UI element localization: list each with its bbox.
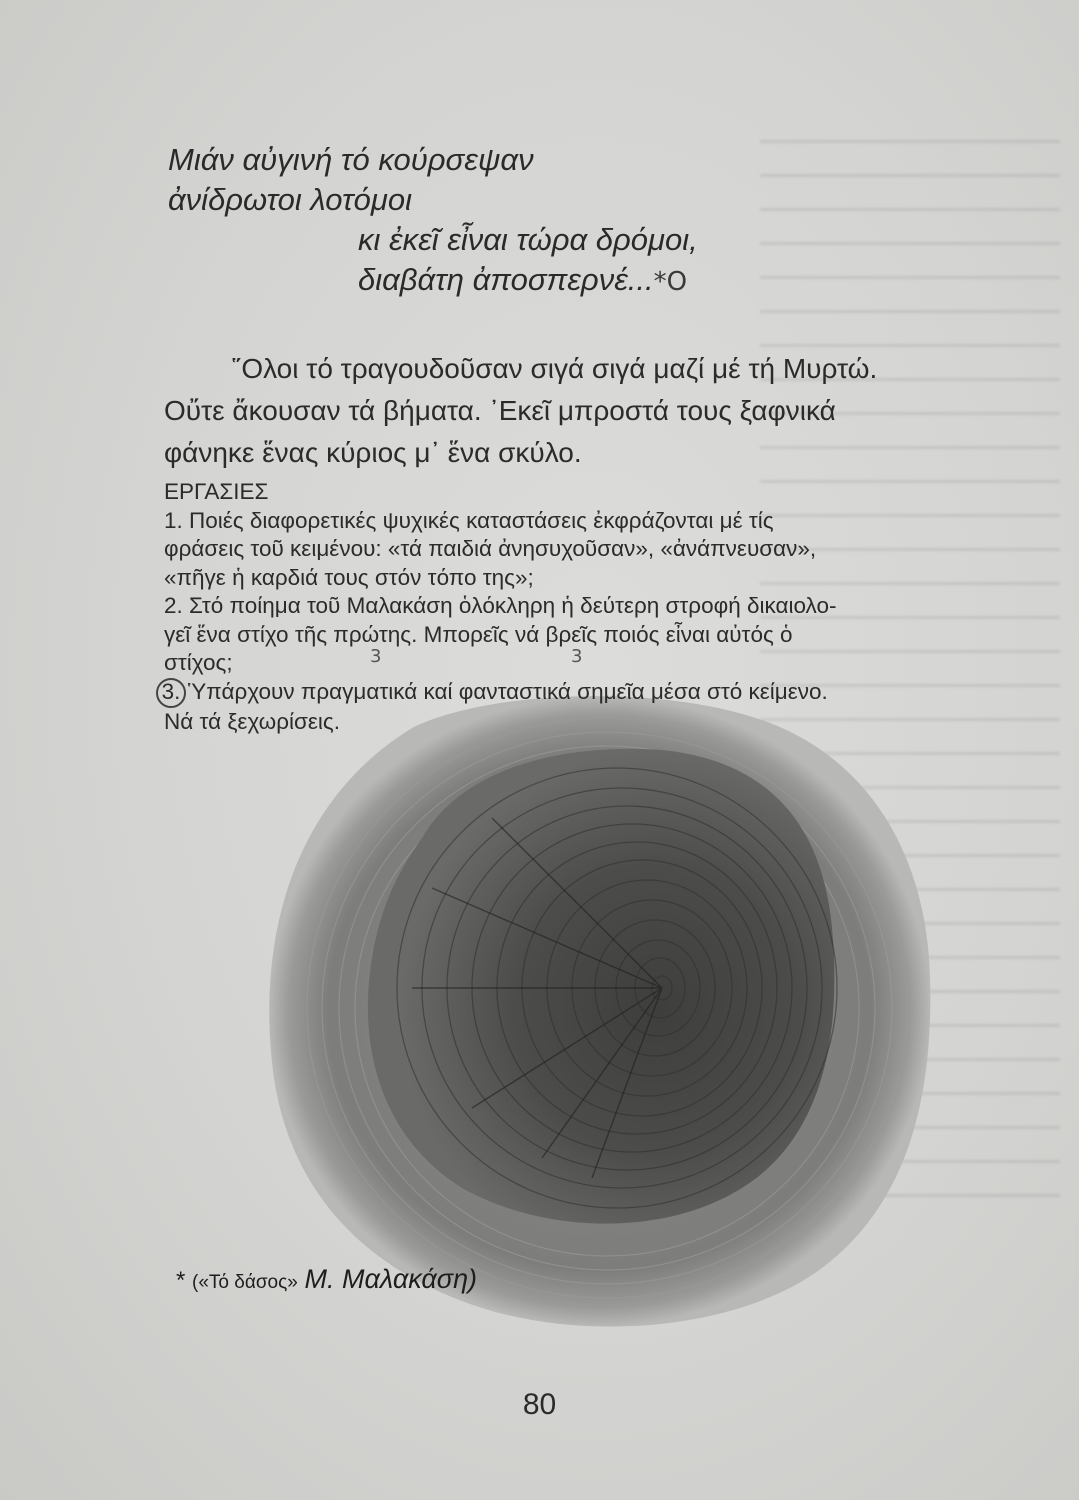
- poem-citation: [176, 1264, 477, 1295]
- poem-line-4-text: διαβάτη ἀποσπερνέ...: [358, 262, 654, 297]
- citation-open-paren: (: [192, 1272, 199, 1293]
- pencil-mark-2: 3: [571, 646, 583, 667]
- footnote-marker: *: [653, 267, 667, 297]
- poem-stanza: [168, 140, 698, 302]
- exercise-1-line-3: «πῆγε ἡ καρδιά τους στόν τόπο της»;: [164, 564, 534, 590]
- prose-line-1: ῞Ολοι τό τραγουδοῦσαν σιγά σιγά μαζί μέ τή Μυρτώ.: [232, 353, 878, 384]
- exercise-2-line-1: 2. Στό ποίημα τοῦ Μαλακάση ὁλόκληρη ἡ δεύτερη στροφή δικαιολο-: [164, 593, 837, 618]
- poem-line-4: [168, 260, 698, 302]
- prose-line-2: Οὔτε ἄκουσαν τά βήματα. ᾿Εκεῖ μπροστά τους ξαφνικά: [164, 395, 836, 426]
- exercise-2-line-3: στίχος;: [164, 650, 233, 675]
- citation-author: Μ. Μαλακάση): [304, 1264, 478, 1294]
- exercises-heading: ΕΡΓΑΣΙΕΣ: [164, 479, 269, 504]
- exercise-1-line-2: φράσεις τοῦ κειμένου: «τά παιδιά ἀνησυχοῦσαν», «ἀνάπνευσαν»,: [164, 536, 817, 561]
- prose-line-3: φάνηκε ἕνας κύριος μ᾿ ἕνα σκύλο.: [164, 437, 582, 468]
- exercise-3-line-1: [161, 678, 980, 708]
- poem-line-1: Μιάν αὐγινή τό κούρσεψαν: [168, 142, 534, 177]
- citation-title: «Τό δάσος»: [198, 1272, 298, 1293]
- tree-log-cross-section-icon: [262, 688, 934, 1338]
- exercise-3-text: Ὑπάρχουν πραγματικά καί φανταστικά σημεῖα μέσα στό κείμενο.: [188, 678, 828, 704]
- exercise-3-line-2: Νά τά ξεχωρίσεις.: [164, 708, 341, 734]
- exercise-2-line-2: γεῖ ἕνα στίχο τῆς πρώτης. Μπορεῖς νά βρεῖς ποιός εἶναι αὐτός ὁ: [164, 621, 793, 647]
- poem-line-3: κι ἐκεῖ εἶναι τώρα δρόμοι,: [358, 222, 698, 257]
- exercises-section: [161, 478, 980, 736]
- page-number: 80: [522, 1388, 557, 1421]
- exercise-3-number-circled: 3.: [156, 678, 186, 708]
- handwritten-circle-mark: O: [666, 267, 688, 297]
- poem-line-2: ἀνίδρωτοι λοτόμοι: [168, 182, 412, 217]
- prose-paragraph: [164, 348, 980, 474]
- exercise-1-line-1: 1. Ποιές διαφορετικές ψυχικές καταστάσεις ἐκφράζονται μέ τίς: [164, 507, 774, 533]
- pencil-mark-1: 3: [370, 646, 382, 667]
- citation-asterisk: *: [176, 1267, 186, 1294]
